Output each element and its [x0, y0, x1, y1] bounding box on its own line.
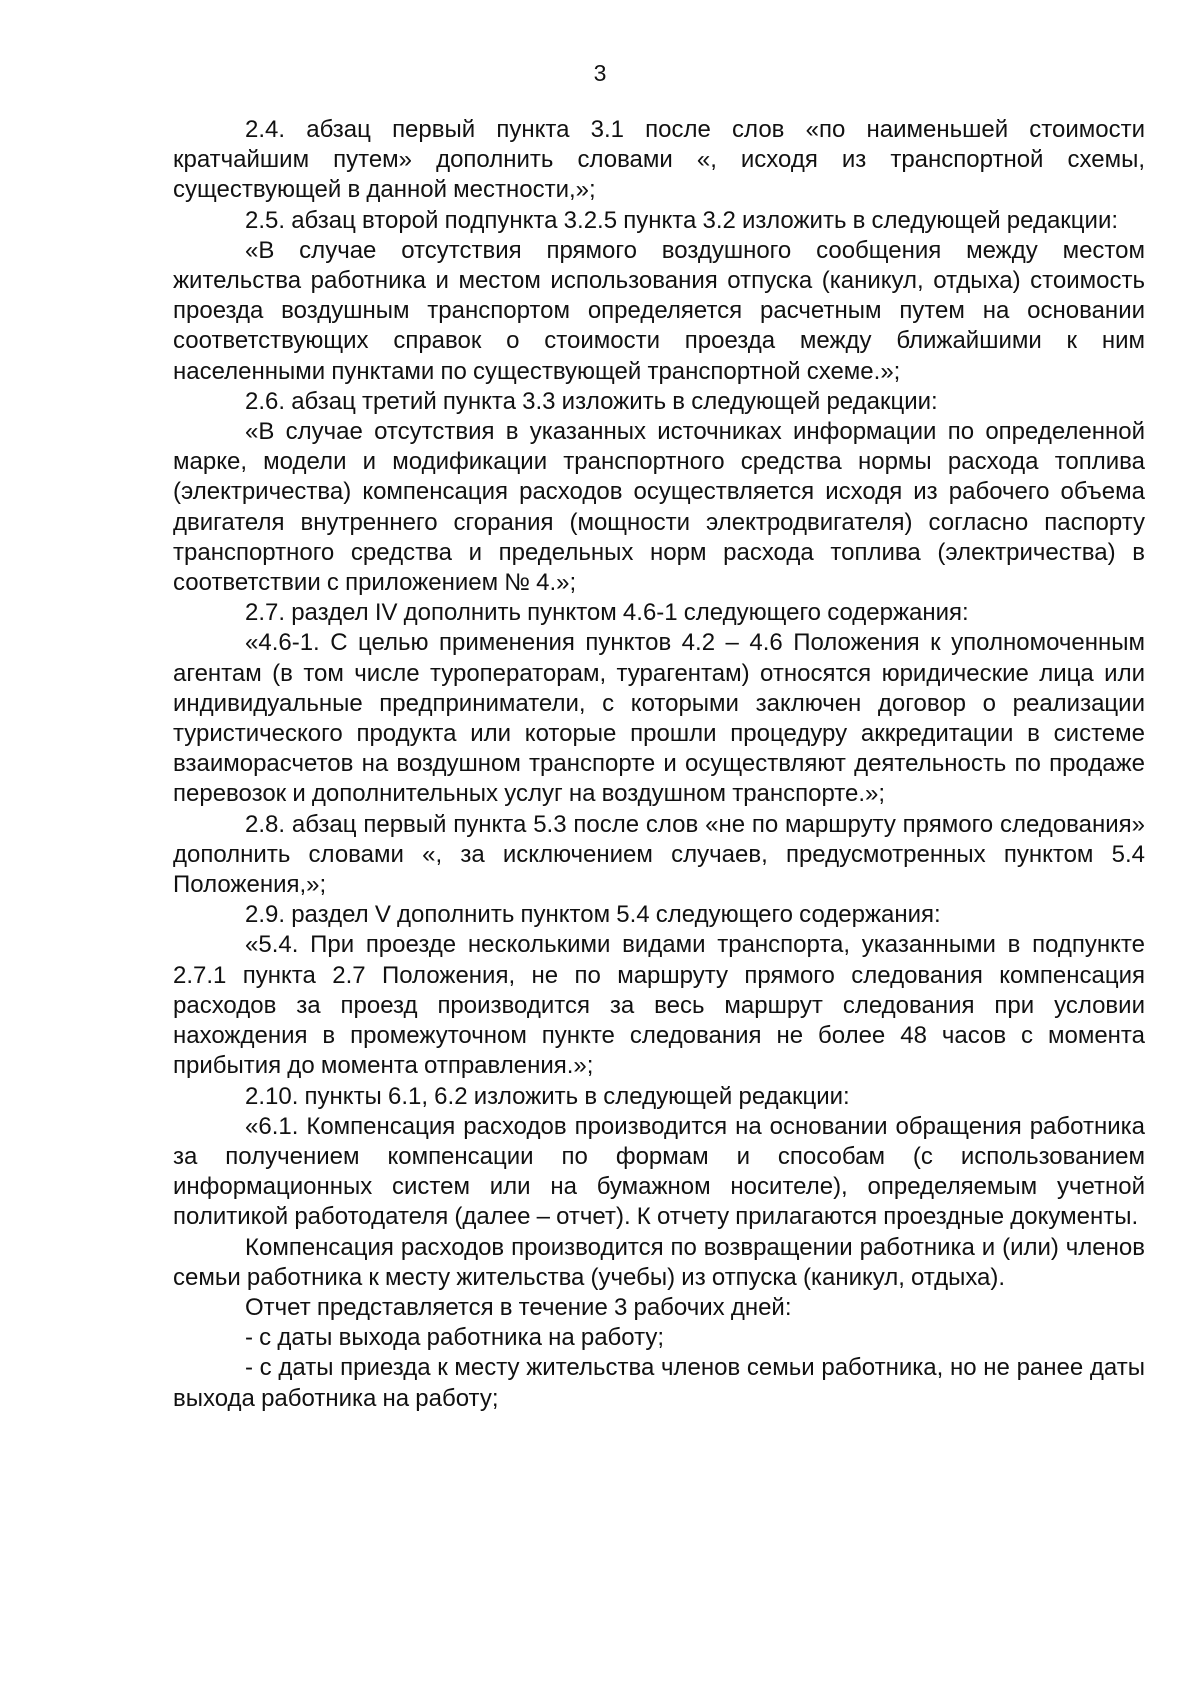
paragraph-2-7: 2.7. раздел IV дополнить пунктом 4.6-1 следующего содержания:: [245, 599, 969, 627]
quote-4-6-1: «4.6-1. С целью применения пунктов 4.2 – 4.6 Положения к уполномоченным агентам (в том числе туроператорам, турагентам) относятся юридические лица или индивидуальные предприниматели, с которыми заключен договор о реализации туристического продукта или которые прошли процедуру аккредитации в системе взаиморасчетов на воздушном транспорте и осуществляют деятельность по продаже перевозок и дополнительных услуг на воздушном транспорте.»;: [173, 629, 1145, 808]
paragraph-compensation-return: Компенсация расходов производится по возвращении работника и (или) членов семьи работника к месту жительства (учебы) из отпуска (каникул, отдыха).: [173, 1233, 1145, 1291]
paragraph-2-6: 2.6. абзац третий пункта 3.3 изложить в следующей редакции:: [245, 387, 938, 415]
quote-3-3: «В случае отсутствия в указанных источниках информации по определенной марке, модели и модификации транспортного средства нормы расхода топлива (электричества) компенсация расходов осуществляется исходя из рабочего объема двигателя внутреннего сгорания (мощности электродвигателя) согласно паспорту транспортного средства и предельных норм расхода топлива (электричества) в соответствии с приложением № 4.»;: [173, 418, 1145, 597]
paragraph-2-5: 2.5. абзац второй подпункта 3.2.5 пункта 3.2 изложить в следующей редакции:: [245, 206, 1119, 234]
document-body: [173, 115, 1145, 1414]
paragraph-2-10: 2.10. пункты 6.1, 6.2 изложить в следующей редакции:: [245, 1082, 850, 1110]
list-item-family-arrival: - с даты приезда к месту жительства членов семьи работника, но не ранее даты выхода работника на работу;: [173, 1354, 1145, 1412]
paragraph-2-8: 2.8. абзац первый пункта 5.3 после слов «не по маршруту прямого следования» дополнить словами «, за исключением случаев, предусмотренных пунктом 5.4 Положения,»;: [173, 810, 1145, 899]
page-number: 3: [593, 60, 607, 86]
paragraph-2-4: 2.4. абзац первый пункта 3.1 после слов «по наименьшей стоимости кратчайшим путем» дополнить словами «, исходя из транспортной схемы, существующей в данной местности,»;: [173, 116, 1145, 204]
paragraph-report-deadline: Отчет представляется в течение 3 рабочих дней:: [245, 1293, 792, 1321]
quote-5-4: «5.4. При проезде несколькими видами транспорта, указанными в подпункте 2.7.1 пункта 2.7 Положения, не по маршруту прямого следования компенсация расходов за проезд производится за весь маршрут следования при условии нахождения в промежуточном пункте следования не более 48 часов с момента прибытия до момента отправления.»;: [173, 931, 1145, 1080]
paragraph-2-9: 2.9. раздел V дополнить пунктом 5.4 следующего содержания:: [245, 901, 941, 929]
quote-6-1: «6.1. Компенсация расходов производится на основании обращения работника за получением компенсации по формам и способам (с использованием информационных систем или на бумажном носителе), определяемым учетной политикой работодателя (далее – отчет). К отчету прилагаются проездные документы.: [173, 1112, 1145, 1231]
quote-3-2-5: «В случае отсутствия прямого воздушного сообщения между местом жительства работника и местом использования отпуска (каникул, отдыха) стоимость проезда воздушным транспортом определяется расчетным путем на основании соответствующих справок о стоимости проезда между ближайшими к ним населенными пунктами по существующей транспортной схеме.»;: [173, 236, 1145, 385]
list-item-work-return: - с даты выхода работника на работу;: [245, 1324, 665, 1352]
